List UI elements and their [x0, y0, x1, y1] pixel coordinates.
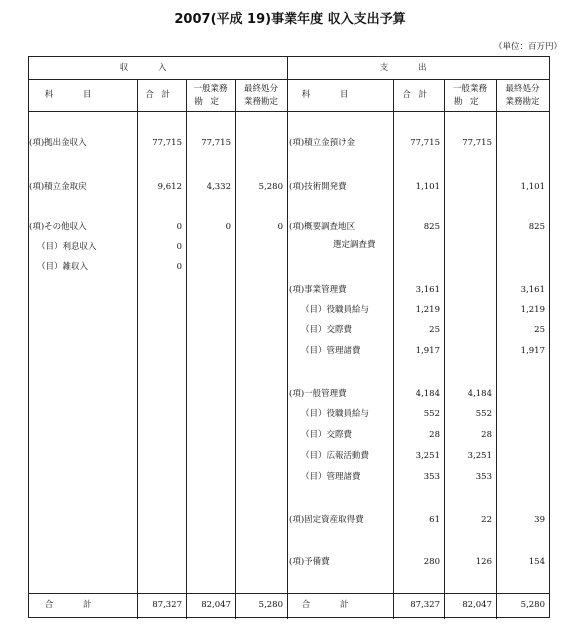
expense-item-final: 1,917 — [520, 346, 545, 356]
income-item-general: 77,715 — [201, 138, 231, 148]
expense-col-total: 合計 — [402, 90, 435, 100]
expense-header: 支出 — [379, 63, 457, 73]
expense-item-label: (項)一般管理費 — [289, 389, 347, 399]
expense-item-label: (項)概要調査地区 — [289, 222, 356, 232]
expense-sum-total: 87,327 — [410, 600, 440, 610]
expense-item-total: 1,101 — [415, 182, 440, 192]
expense-item-total: 4,184 — [415, 389, 440, 399]
income-item-total: 77,715 — [152, 138, 182, 148]
income-sum-total: 87,327 — [152, 600, 182, 610]
expense-item-final: 1,219 — [520, 305, 545, 315]
expense-item-total: 280 — [423, 557, 440, 567]
expense-item-label: （目）広報活動費 — [301, 451, 370, 461]
expense-item-label: （目）管理諸費 — [301, 346, 361, 356]
income-item-final: 5,280 — [258, 182, 283, 192]
expense-item-final: 39 — [534, 515, 545, 525]
income-sum-final: 5,280 — [258, 600, 283, 610]
budget-table — [28, 56, 550, 618]
expense-item-final: 825 — [528, 222, 545, 232]
expense-col-item: 科目 — [301, 90, 379, 100]
income-item-final: 0 — [277, 222, 283, 232]
expense-item-label: （目）役職員給与 — [301, 409, 370, 419]
expense-item-label: (項)技術開発費 — [289, 182, 347, 192]
expense-item-final: 25 — [534, 325, 545, 335]
income-item-total: 9,612 — [157, 182, 182, 192]
expense-item-total: 3,251 — [415, 451, 440, 461]
income-item-general: 4,332 — [206, 182, 231, 192]
income-col-final-1: 最終処分 — [243, 84, 278, 94]
expense-item-label: (項)固定資産取得費 — [289, 515, 364, 525]
expense-sum-final: 5,280 — [520, 600, 545, 610]
header-divider — [29, 111, 549, 112]
expense-item-general: 22 — [481, 515, 492, 525]
income-item-general: 0 — [225, 222, 231, 232]
income-item-label: (項)積立金取戻 — [29, 182, 87, 192]
col-divider — [137, 79, 138, 619]
total-divider — [29, 593, 549, 594]
income-item-label: （目）利息収入 — [37, 242, 97, 252]
expense-item-total: 77,715 — [410, 138, 440, 148]
col-divider — [444, 79, 445, 619]
expense-item-final: 3,161 — [520, 285, 545, 295]
income-item-total: 0 — [176, 242, 182, 252]
income-sum-general: 82,047 — [201, 600, 231, 610]
expense-item-label: （目）役職員給与 — [301, 305, 370, 315]
expense-item-general: 4,184 — [467, 389, 492, 399]
expense-col-final-2: 業務勘定 — [505, 97, 540, 107]
income-sum-label: 合計 — [44, 600, 122, 610]
expense-item-general: 353 — [475, 472, 492, 482]
expense-item-general: 28 — [481, 430, 492, 440]
col-divider — [186, 79, 187, 619]
col-divider — [235, 79, 236, 619]
income-col-final-2: 業務勘定 — [243, 97, 278, 107]
expense-item-total: 353 — [423, 472, 440, 482]
section-divider — [287, 57, 288, 619]
income-col-general-1: 一般業務 — [193, 84, 228, 94]
expense-item-final: 154 — [528, 557, 545, 567]
expense-item-general: 3,251 — [467, 451, 492, 461]
expense-item-total: 25 — [429, 325, 440, 335]
expense-item-general: 126 — [475, 557, 492, 567]
expense-item-label: (項)予備費 — [289, 557, 330, 567]
page-title: 2007(平成 19)事業年度 収入支出予算 — [174, 12, 406, 27]
income-item-total: 0 — [176, 222, 182, 232]
expense-col-general-1: 一般業務 — [452, 84, 487, 94]
expense-col-final-1: 最終処分 — [505, 84, 540, 94]
expense-col-general-2: 勘定 — [453, 97, 487, 107]
unit-label: （単位：百万円） — [493, 42, 562, 52]
expense-item-total: 552 — [423, 409, 440, 419]
income-col-item: 科目 — [44, 90, 122, 100]
expense-item-total: 3,161 — [415, 285, 440, 295]
income-col-total: 合計 — [145, 90, 178, 100]
expense-sum-label: 合計 — [301, 600, 379, 610]
expense-item-label: (項)事業管理費 — [289, 285, 347, 295]
income-item-label: （目）雑収入 — [37, 262, 89, 272]
income-item-label: (項)その他収入 — [29, 222, 87, 232]
income-item-label: (項)拠出金収入 — [29, 138, 87, 148]
income-header: 収入 — [119, 63, 197, 73]
income-col-general-2: 勘定 — [194, 97, 227, 107]
expense-item-label: （目）交際費 — [301, 430, 353, 440]
expense-item-label: (項)積立金預け金 — [289, 138, 356, 148]
income-item-total: 0 — [176, 262, 182, 272]
expense-item-general: 552 — [475, 409, 492, 419]
expense-item-label: （目）管理諸費 — [301, 472, 361, 482]
expense-item-total: 825 — [423, 222, 440, 232]
expense-item-total: 28 — [429, 430, 440, 440]
expense-item-label: （目）交際費 — [301, 325, 353, 335]
expense-item-total: 1,917 — [415, 346, 440, 356]
header-divider — [29, 79, 549, 80]
expense-item-total: 1,219 — [415, 305, 440, 315]
expense-item-general: 77,715 — [462, 138, 492, 148]
expense-item-label: 選定調査費 — [333, 240, 376, 250]
expense-item-final: 1,101 — [520, 182, 545, 192]
expense-item-total: 61 — [429, 515, 440, 525]
expense-sum-general: 82,047 — [462, 600, 492, 610]
